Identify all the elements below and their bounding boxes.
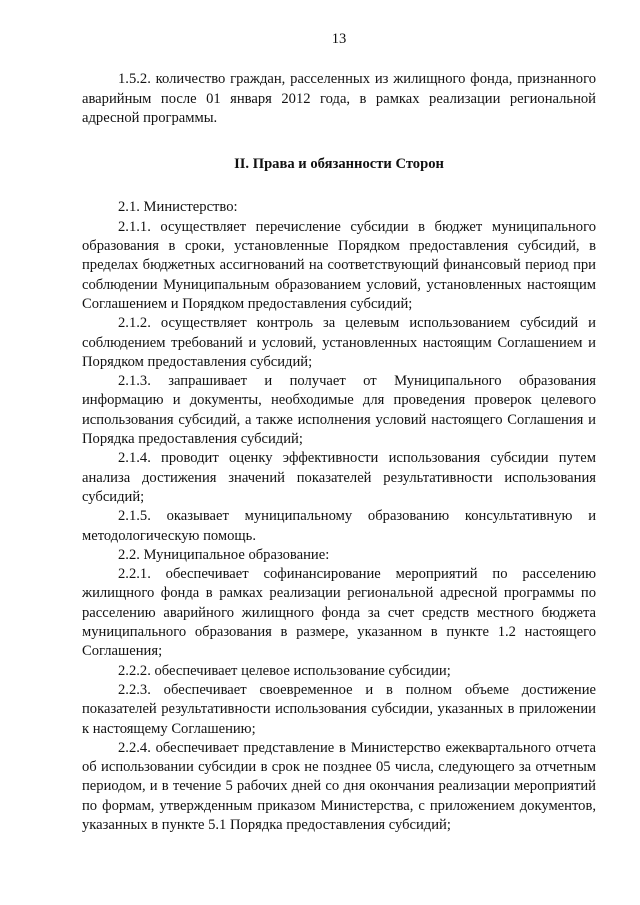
section-title: II. Права и обязанности Сторон: [234, 156, 444, 173]
paragraph-2-1-5: 2.1.5. оказывает муниципальному образованию консультативную и методологическую помощь.: [82, 508, 596, 544]
paragraph-2-1-2: 2.1.2. осуществляет контроль за целевым использованием субсидий и соблюдением требований и условий, установленных настоящим Соглашением и Порядком предоставления субсидий;: [82, 315, 596, 370]
paragraph-2-1-3: 2.1.3. запрашивает и получает от Муниципального образования информацию и документы, необходимые для проведения проверок целевого использования субсидий, а также исполнения условий настоящего Соглашения и Порядка предоставления субсидий;: [82, 373, 596, 448]
paragraph-2-2-3: 2.2.3. обеспечивает своевременное и в полном объеме достижение показателей результативности использования субсидии, указанных в приложении к настоящему Соглашению;: [82, 681, 596, 737]
paragraph-2-1-4: 2.1.4. проводит оценку эффективности использования субсидии путем анализа достижения значений показателей результативности использования субсидий;: [82, 450, 596, 505]
paragraph-1-5-2: 1.5.2. количество граждан, расселенных из жилищного фонда, признанного аварийным после 01 января 2012 года, в рамках реализации региональной адресной программы.: [82, 71, 596, 126]
paragraph-2-1: 2.1. Министерство:: [118, 199, 238, 216]
document-page: [82, 30, 596, 835]
paragraph-2-2-4: 2.2.4. обеспечивает представление в Министерство ежеквартального отчета об использовании субсидии в срок не позднее 05 числа, следующего за отчетным периодом, и в течение 5 рабочих дней со дня окончания реализации мероприятий по формам, утвержденным приказом Министерства, с приложением документов, указанных в пункте 5.1 Порядка предоставления субсидий;: [82, 739, 596, 833]
paragraph-2-2-1: 2.2.1. обеспечивает софинансирование мероприятий по расселению жилищного фонда в рамках реализации региональной адресной программы по расселению аварийного жилищного фонда за счет средств местного бюджета муниципального образования в размере, указанном в пункте 1.2 настоящего Соглашения;: [82, 566, 596, 660]
paragraph-2-1-1: 2.1.1. осуществляет перечисление субсидии в бюджет муниципального образования в сроки, установленные Порядком предоставления субсидий, в пределах бюджетных ассигнований на соответствующий финансовый период при соблюдении Муниципальным образованием условий, установленных настоящим Соглашением и Порядком предоставления субсидий;: [82, 218, 596, 312]
paragraph-2-2-2: 2.2.2. обеспечивает целевое использование субсидии;: [118, 662, 451, 679]
paragraph-2-2: 2.2. Муниципальное образование:: [118, 546, 330, 563]
page-number: 13: [331, 31, 347, 47]
